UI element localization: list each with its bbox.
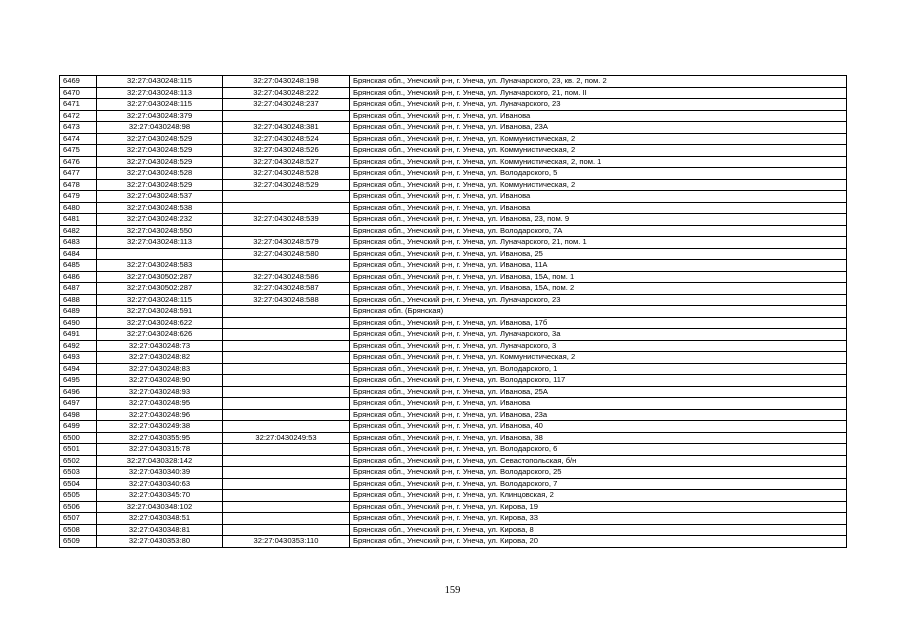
- address-cell: Брянская обл., Унечский р-н, г. Унеча, ул. Володарского, 117: [350, 375, 847, 387]
- table-row: [60, 455, 847, 467]
- row-number-cell: 6508: [60, 524, 97, 536]
- related-cadastral-number-cell: 32:27:0430353:110: [223, 536, 350, 548]
- table-row: [60, 122, 847, 134]
- row-number-cell: 6475: [60, 145, 97, 157]
- table-row: [60, 501, 847, 513]
- address-cell: Брянская обл., Унечский р-н, г. Унеча, ул. Коммунистическая, 2: [350, 145, 847, 157]
- address-cell: Брянская обл., Унечский р-н, г. Унеча, ул. Иванова: [350, 202, 847, 214]
- related-cadastral-number-cell: [223, 386, 350, 398]
- cadastral-number-cell: 32:27:0430355:95: [97, 432, 223, 444]
- cadastral-number-cell: 32:27:0430248:529: [97, 179, 223, 191]
- page-number: 159: [444, 585, 461, 596]
- table-row: [60, 375, 847, 387]
- table-row: [60, 214, 847, 226]
- table-row: [60, 294, 847, 306]
- table-row: [60, 179, 847, 191]
- cadastral-number-cell: 32:27:0430248:538: [97, 202, 223, 214]
- table-row: [60, 168, 847, 180]
- row-number-cell: 6477: [60, 168, 97, 180]
- cadastral-number-cell: 32:27:0430248:95: [97, 398, 223, 410]
- related-cadastral-number-cell: [223, 260, 350, 272]
- address-cell: Брянская обл. (Брянская): [350, 306, 847, 318]
- related-cadastral-number-cell: 32:27:0430249:53: [223, 432, 350, 444]
- table-row: [60, 352, 847, 364]
- table-row: [60, 225, 847, 237]
- cadastral-number-cell: 32:27:0430248:626: [97, 329, 223, 341]
- cadastral-number-cell: 32:27:0430348:81: [97, 524, 223, 536]
- cadastral-number-cell: [97, 248, 223, 260]
- table-row: [60, 409, 847, 421]
- address-cell: Брянская обл., Унечский р-н, г. Унеча, ул. Иванова: [350, 398, 847, 410]
- related-cadastral-number-cell: [223, 455, 350, 467]
- cadastral-number-cell: 32:27:0430248:113: [97, 237, 223, 249]
- row-number-cell: 6483: [60, 237, 97, 249]
- row-number-cell: 6506: [60, 501, 97, 513]
- row-number-cell: 6473: [60, 122, 97, 134]
- table-row: [60, 432, 847, 444]
- row-number-cell: 6509: [60, 536, 97, 548]
- related-cadastral-number-cell: [223, 225, 350, 237]
- address-cell: Брянская обл., Унечский р-н, г. Унеча, ул. Володарского, 25: [350, 467, 847, 479]
- address-cell: Брянская обл., Унечский р-н, г. Унеча, ул. Володарского, 1: [350, 363, 847, 375]
- table-row: [60, 133, 847, 145]
- cadastral-number-cell: 32:27:0430348:51: [97, 513, 223, 525]
- address-cell: Брянская обл., Унечский р-н, г. Унеча, ул. Коммунистическая, 2: [350, 179, 847, 191]
- related-cadastral-number-cell: [223, 478, 350, 490]
- cadastral-number-cell: 32:27:0430249:38: [97, 421, 223, 433]
- table-row: [60, 237, 847, 249]
- related-cadastral-number-cell: [223, 306, 350, 318]
- row-number-cell: 6505: [60, 490, 97, 502]
- related-cadastral-number-cell: [223, 329, 350, 341]
- cadastral-number-cell: 32:27:0430248:528: [97, 168, 223, 180]
- row-number-cell: 6500: [60, 432, 97, 444]
- cadastral-number-cell: 32:27:0430248:537: [97, 191, 223, 203]
- cadastral-number-cell: 32:27:0430345:70: [97, 490, 223, 502]
- related-cadastral-number-cell: 32:27:0430248:580: [223, 248, 350, 260]
- address-cell: Брянская обл., Унечский р-н, г. Унеча, ул. Луначарского, 23, кв. 2, пом. 2: [350, 76, 847, 88]
- cadastral-number-cell: 32:27:0430248:73: [97, 340, 223, 352]
- table-row: [60, 467, 847, 479]
- address-cell: Брянская обл., Унечский р-н, г. Унеча, ул. Луначарского, 23: [350, 294, 847, 306]
- address-cell: Брянская обл., Унечский р-н, г. Унеча, ул. Луначарского, 21, пом. II: [350, 87, 847, 99]
- table-row: [60, 260, 847, 272]
- related-cadastral-number-cell: 32:27:0430248:586: [223, 271, 350, 283]
- address-cell: Брянская обл., Унечский р-н, г. Унеча, ул. Володарского, 5: [350, 168, 847, 180]
- related-cadastral-number-cell: [223, 363, 350, 375]
- table-row: [60, 87, 847, 99]
- cadastral-number-cell: 32:27:0430502:287: [97, 271, 223, 283]
- row-number-cell: 6502: [60, 455, 97, 467]
- address-cell: Брянская обл., Унечский р-н, г. Унеча, ул. Кирова, 19: [350, 501, 847, 513]
- cadastral-number-cell: 32:27:0430340:39: [97, 467, 223, 479]
- row-number-cell: 6491: [60, 329, 97, 341]
- row-number-cell: 6487: [60, 283, 97, 295]
- related-cadastral-number-cell: [223, 513, 350, 525]
- related-cadastral-number-cell: 32:27:0430248:381: [223, 122, 350, 134]
- address-cell: Брянская обл., Унечский р-н, г. Унеча, ул. Иванова, 23, пом. 9: [350, 214, 847, 226]
- table-row: [60, 99, 847, 111]
- row-number-cell: 6482: [60, 225, 97, 237]
- table-row: [60, 271, 847, 283]
- row-number-cell: 6471: [60, 99, 97, 111]
- related-cadastral-number-cell: 32:27:0430248:237: [223, 99, 350, 111]
- address-cell: Брянская обл., Унечский р-н, г. Унеча, ул. Кирова, 8: [350, 524, 847, 536]
- related-cadastral-number-cell: [223, 524, 350, 536]
- row-number-cell: 6503: [60, 467, 97, 479]
- row-number-cell: 6469: [60, 76, 97, 88]
- address-cell: Брянская обл., Унечский р-н, г. Унеча, ул. Луначарского, 21, пом. 1: [350, 237, 847, 249]
- row-number-cell: 6476: [60, 156, 97, 168]
- address-cell: Брянская обл., Унечский р-н, г. Унеча, ул. Иванова: [350, 110, 847, 122]
- cadastral-number-cell: 32:27:0430340:63: [97, 478, 223, 490]
- cadastral-number-cell: 32:27:0430248:83: [97, 363, 223, 375]
- cadastral-number-cell: 32:27:0430248:550: [97, 225, 223, 237]
- related-cadastral-number-cell: [223, 202, 350, 214]
- cadastral-registry-table: [59, 75, 847, 548]
- table-row: [60, 76, 847, 88]
- cadastral-number-cell: 32:27:0430248:529: [97, 145, 223, 157]
- address-cell: Брянская обл., Унечский р-н, г. Унеча, ул. Коммунистическая, 2: [350, 133, 847, 145]
- row-number-cell: 6507: [60, 513, 97, 525]
- related-cadastral-number-cell: 32:27:0430248:579: [223, 237, 350, 249]
- address-cell: Брянская обл., Унечский р-н, г. Унеча, ул. Иванова, 23А: [350, 122, 847, 134]
- row-number-cell: 6478: [60, 179, 97, 191]
- row-number-cell: 6480: [60, 202, 97, 214]
- cadastral-number-cell: 32:27:0430248:622: [97, 317, 223, 329]
- cadastral-number-cell: 32:27:0430248:115: [97, 99, 223, 111]
- related-cadastral-number-cell: 32:27:0430248:222: [223, 87, 350, 99]
- row-number-cell: 6488: [60, 294, 97, 306]
- related-cadastral-number-cell: [223, 501, 350, 513]
- cadastral-number-cell: 32:27:0430248:113: [97, 87, 223, 99]
- row-number-cell: 6495: [60, 375, 97, 387]
- address-cell: Брянская обл., Унечский р-н, г. Унеча, ул. Луначарского, 3а: [350, 329, 847, 341]
- table-row: [60, 490, 847, 502]
- table-row: [60, 329, 847, 341]
- related-cadastral-number-cell: 32:27:0430248:588: [223, 294, 350, 306]
- related-cadastral-number-cell: 32:27:0430248:198: [223, 76, 350, 88]
- related-cadastral-number-cell: 32:27:0430248:524: [223, 133, 350, 145]
- row-number-cell: 6472: [60, 110, 97, 122]
- cadastral-number-cell: 32:27:0430248:591: [97, 306, 223, 318]
- table-row: [60, 283, 847, 295]
- row-number-cell: 6474: [60, 133, 97, 145]
- row-number-cell: 6492: [60, 340, 97, 352]
- cadastral-number-cell: 32:27:0430248:115: [97, 294, 223, 306]
- cadastral-number-cell: 32:27:0430348:102: [97, 501, 223, 513]
- address-cell: Брянская обл., Унечский р-н, г. Унеча, ул. Коммунистическая, 2, пом. 1: [350, 156, 847, 168]
- row-number-cell: 6489: [60, 306, 97, 318]
- row-number-cell: 6494: [60, 363, 97, 375]
- address-cell: Брянская обл., Унечский р-н, г. Унеча, ул. Иванова, 15А, пом. 2: [350, 283, 847, 295]
- related-cadastral-number-cell: 32:27:0430248:526: [223, 145, 350, 157]
- address-cell: Брянская обл., Унечский р-н, г. Унеча, ул. Иванова, 25А: [350, 386, 847, 398]
- table-row: [60, 202, 847, 214]
- table-body: [60, 76, 847, 548]
- cadastral-number-cell: 32:27:0430353:80: [97, 536, 223, 548]
- table-row: [60, 317, 847, 329]
- row-number-cell: 6470: [60, 87, 97, 99]
- cadastral-number-cell: 32:27:0430248:529: [97, 156, 223, 168]
- address-cell: Брянская обл., Унечский р-н, г. Унеча, ул. Кирова, 20: [350, 536, 847, 548]
- table-row: [60, 421, 847, 433]
- related-cadastral-number-cell: [223, 375, 350, 387]
- related-cadastral-number-cell: [223, 467, 350, 479]
- address-cell: Брянская обл., Унечский р-н, г. Унеча, ул. Луначарского, 3: [350, 340, 847, 352]
- related-cadastral-number-cell: [223, 110, 350, 122]
- cadastral-number-cell: 32:27:0430248:90: [97, 375, 223, 387]
- related-cadastral-number-cell: 32:27:0430248:528: [223, 168, 350, 180]
- row-number-cell: 6481: [60, 214, 97, 226]
- related-cadastral-number-cell: [223, 444, 350, 456]
- address-cell: Брянская обл., Унечский р-н, г. Унеча, ул. Кирова, 33: [350, 513, 847, 525]
- row-number-cell: 6485: [60, 260, 97, 272]
- related-cadastral-number-cell: 32:27:0430248:539: [223, 214, 350, 226]
- cadastral-number-cell: 32:27:0430248:96: [97, 409, 223, 421]
- row-number-cell: 6484: [60, 248, 97, 260]
- related-cadastral-number-cell: [223, 490, 350, 502]
- address-cell: Брянская обл., Унечский р-н, г. Унеча, ул. Луначарского, 23: [350, 99, 847, 111]
- address-cell: Брянская обл., Унечский р-н, г. Унеча, ул. Иванова, 25: [350, 248, 847, 260]
- cadastral-number-cell: 32:27:0430315:78: [97, 444, 223, 456]
- table-row: [60, 444, 847, 456]
- table-row: [60, 248, 847, 260]
- address-cell: Брянская обл., Унечский р-н, г. Унеча, ул. Иванова, 40: [350, 421, 847, 433]
- cadastral-number-cell: 32:27:0430248:93: [97, 386, 223, 398]
- cadastral-number-cell: 32:27:0430248:529: [97, 133, 223, 145]
- table-row: [60, 478, 847, 490]
- related-cadastral-number-cell: [223, 352, 350, 364]
- address-cell: Брянская обл., Унечский р-н, г. Унеча, ул. Иванова, 23а: [350, 409, 847, 421]
- address-cell: Брянская обл., Унечский р-н, г. Унеча, ул. Клинцовская, 2: [350, 490, 847, 502]
- address-cell: Брянская обл., Унечский р-н, г. Унеча, ул. Иванова, 15А, пом. 1: [350, 271, 847, 283]
- row-number-cell: 6493: [60, 352, 97, 364]
- row-number-cell: 6490: [60, 317, 97, 329]
- address-cell: Брянская обл., Унечский р-н, г. Унеча, ул. Володарского, 6: [350, 444, 847, 456]
- address-cell: Брянская обл., Унечский р-н, г. Унеча, ул. Володарского, 7А: [350, 225, 847, 237]
- cadastral-number-cell: 32:27:0430328:142: [97, 455, 223, 467]
- table-row: [60, 110, 847, 122]
- table-row: [60, 191, 847, 203]
- related-cadastral-number-cell: 32:27:0430248:529: [223, 179, 350, 191]
- cadastral-number-cell: 32:27:0430248:98: [97, 122, 223, 134]
- table-row: [60, 536, 847, 548]
- row-number-cell: 6496: [60, 386, 97, 398]
- cadastral-number-cell: 32:27:0430248:82: [97, 352, 223, 364]
- address-cell: Брянская обл., Унечский р-н, г. Унеча, ул. Иванова: [350, 191, 847, 203]
- row-number-cell: 6486: [60, 271, 97, 283]
- address-cell: Брянская обл., Унечский р-н, г. Унеча, ул. Володарского, 7: [350, 478, 847, 490]
- table-row: [60, 386, 847, 398]
- row-number-cell: 6498: [60, 409, 97, 421]
- row-number-cell: 6501: [60, 444, 97, 456]
- address-cell: Брянская обл., Унечский р-н, г. Унеча, ул. Иванова, 17б: [350, 317, 847, 329]
- related-cadastral-number-cell: [223, 421, 350, 433]
- related-cadastral-number-cell: [223, 317, 350, 329]
- table-row: [60, 145, 847, 157]
- cadastral-number-cell: 32:27:0430248:232: [97, 214, 223, 226]
- cadastral-number-cell: 32:27:0430248:379: [97, 110, 223, 122]
- table-row: [60, 398, 847, 410]
- address-cell: Брянская обл., Унечский р-н, г. Унеча, ул. Иванова, 38: [350, 432, 847, 444]
- table-row: [60, 340, 847, 352]
- table-row: [60, 363, 847, 375]
- row-number-cell: 6499: [60, 421, 97, 433]
- related-cadastral-number-cell: 32:27:0430248:587: [223, 283, 350, 295]
- address-cell: Брянская обл., Унечский р-н, г. Унеча, ул. Севастопольская, б/н: [350, 455, 847, 467]
- related-cadastral-number-cell: [223, 398, 350, 410]
- row-number-cell: 6479: [60, 191, 97, 203]
- cadastral-number-cell: 32:27:0430502:287: [97, 283, 223, 295]
- table-row: [60, 524, 847, 536]
- related-cadastral-number-cell: 32:27:0430248:527: [223, 156, 350, 168]
- related-cadastral-number-cell: [223, 340, 350, 352]
- cadastral-number-cell: 32:27:0430248:583: [97, 260, 223, 272]
- table-row: [60, 156, 847, 168]
- table-row: [60, 513, 847, 525]
- cadastral-number-cell: 32:27:0430248:115: [97, 76, 223, 88]
- row-number-cell: 6504: [60, 478, 97, 490]
- related-cadastral-number-cell: [223, 191, 350, 203]
- related-cadastral-number-cell: [223, 409, 350, 421]
- table-row: [60, 306, 847, 318]
- address-cell: Брянская обл., Унечский р-н, г. Унеча, ул. Иванова, 11А: [350, 260, 847, 272]
- address-cell: Брянская обл., Унечский р-н, г. Унеча, ул. Коммунистическая, 2: [350, 352, 847, 364]
- row-number-cell: 6497: [60, 398, 97, 410]
